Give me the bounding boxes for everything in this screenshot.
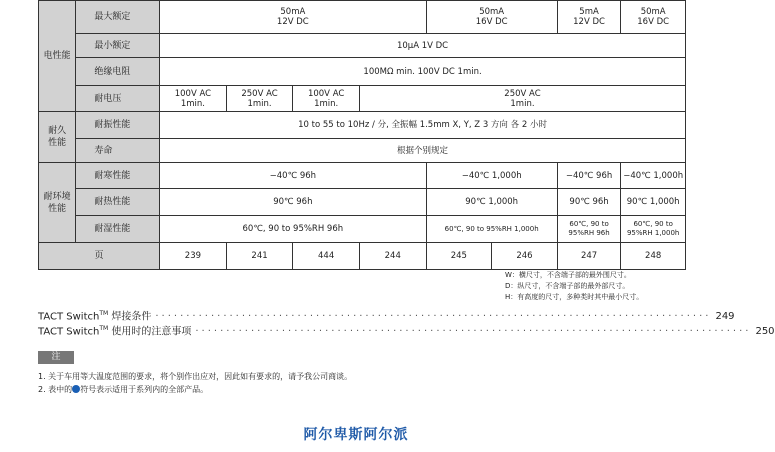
cell-max-d: 50mA 16V DC xyxy=(621,1,686,34)
cell-heat-c: 90℃ 96h xyxy=(557,189,621,216)
toc-title: TACT Switch™ 使用时的注意事项 xyxy=(38,325,192,338)
label-heat: 耐热性能 xyxy=(76,189,160,216)
page-link[interactable]: 245 xyxy=(426,243,492,270)
row-insulation xyxy=(39,58,686,86)
legend-h: H：有高度的尺寸，多种类时其中最小尺寸。 xyxy=(505,293,644,301)
cell-withstand-3: 100V AC 1min. xyxy=(293,86,360,112)
toc-entry-soldering[interactable] xyxy=(38,307,735,323)
page-link[interactable]: 248 xyxy=(621,243,686,270)
toc-leader: ·························································································· xyxy=(195,326,752,338)
group-electrical: 电性能 xyxy=(39,1,76,112)
row-vibration xyxy=(39,112,686,139)
cell-hum-c: 60℃, 90 to 95%RH 96h xyxy=(557,216,621,243)
cell-cold-a: −40℃ 96h xyxy=(160,163,426,189)
row-min-rating xyxy=(39,34,686,58)
cell-life: 根据个别规定 xyxy=(160,139,686,163)
legend-d: D：纵尺寸，不含端子部的最外部尺寸。 xyxy=(505,282,630,290)
row-max-rating xyxy=(39,1,686,34)
toc-page: 250 xyxy=(755,326,775,338)
group-environment: 耐环境 性能 xyxy=(39,163,76,243)
label-max-rating: 最大额定 xyxy=(76,1,160,34)
cell-insulation: 100MΩ min. 100V DC 1min. xyxy=(160,58,686,86)
page-link[interactable]: 244 xyxy=(359,243,426,270)
group-durability: 耐久 性能 xyxy=(39,112,76,163)
row-withstand xyxy=(39,86,686,112)
row-cold xyxy=(39,163,686,189)
brand-footer: 阿尔卑斯阿尔派 xyxy=(303,427,409,443)
cell-max-b: 50mA 16V DC xyxy=(426,1,557,34)
cell-heat-b: 90℃ 1,000h xyxy=(426,189,557,216)
spec-table xyxy=(38,0,686,270)
page-link[interactable]: 247 xyxy=(557,243,621,270)
toc-page: 249 xyxy=(715,311,735,323)
page-link[interactable]: 241 xyxy=(226,243,293,270)
label-cold: 耐寒性能 xyxy=(76,163,160,189)
label-insulation: 绝缘电阻 xyxy=(76,58,160,86)
row-heat xyxy=(39,189,686,216)
label-withstand: 耐电压 xyxy=(76,86,160,112)
cell-max-a: 50mA 12V DC xyxy=(160,1,426,34)
cell-vibration: 10 to 55 to 10Hz / 分, 全振幅 1.5mm X, Y, Z 3 方向 各 2 小时 xyxy=(160,112,686,139)
notes xyxy=(38,370,352,396)
cell-max-c: 5mA 12V DC xyxy=(557,1,621,34)
cell-withstand-4: 250V AC 1min. xyxy=(359,86,685,112)
cell-hum-b: 60℃, 90 to 95%RH 1,000h xyxy=(426,216,557,243)
row-humidity xyxy=(39,216,686,243)
cell-cold-d: −40℃ 1,000h xyxy=(621,163,686,189)
note-2: 2. 表中的 符号表示适用于系列内的全部产品。 xyxy=(38,385,209,394)
cell-cold-c: −40℃ 96h xyxy=(557,163,621,189)
toc-leader: ·························································································· xyxy=(155,311,712,323)
bullet-dot-icon xyxy=(72,385,80,393)
label-humidity: 耐湿性能 xyxy=(76,216,160,243)
cell-hum-d: 60℃, 90 to 95%RH 1,000h xyxy=(621,216,686,243)
page-link[interactable]: 444 xyxy=(293,243,360,270)
cell-heat-a: 90℃ 96h xyxy=(160,189,426,216)
label-min-rating: 最小额定 xyxy=(76,34,160,58)
cell-min: 10μA 1V DC xyxy=(160,34,686,58)
legend-w: W：横尺寸，不含端子部的最外围尺寸。 xyxy=(505,271,631,279)
label-life: 寿命 xyxy=(76,139,160,163)
label-page: 页 xyxy=(39,243,160,270)
row-pages xyxy=(39,243,686,270)
cell-heat-d: 90℃ 1,000h xyxy=(621,189,686,216)
notes-heading: 注 xyxy=(38,351,74,364)
cell-cold-b: −40℃ 1,000h xyxy=(426,163,557,189)
cell-hum-a: 60℃, 90 to 95%RH 96h xyxy=(160,216,426,243)
page-link[interactable]: 239 xyxy=(160,243,227,270)
toc-title: TACT Switch™ 焊接条件 xyxy=(38,310,152,323)
dimension-legend xyxy=(505,270,643,303)
row-life xyxy=(39,139,686,163)
cell-withstand-2: 250V AC 1min. xyxy=(226,86,293,112)
page-link[interactable]: 246 xyxy=(492,243,558,270)
note-1: 1. 关于车用等大温度范围的要求，将个别作出应对，因此如有要求的，请予我公司商谈。 xyxy=(38,372,353,381)
cell-withstand-1: 100V AC 1min. xyxy=(160,86,227,112)
toc-entry-precautions[interactable] xyxy=(38,322,775,338)
label-vibration: 耐振性能 xyxy=(76,112,160,139)
